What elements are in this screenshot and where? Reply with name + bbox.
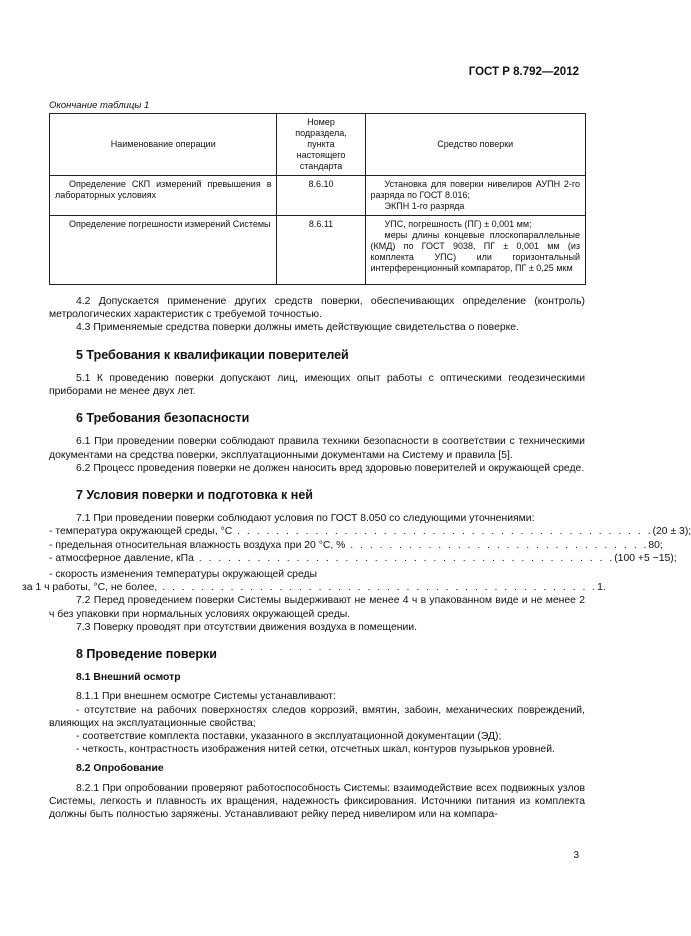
paragraph: 7.1 При проведении поверки соблюдают условия по ГОСТ 8.050 со следующими уточнениями:: [76, 513, 535, 525]
paragraph: 7.2 Перед проведением поверки Системы выдерживают не менее 4 ч в упакованном виде и не менее 2 ч без упаковки при нормальных условиях окружающей среды.: [49, 595, 585, 620]
document-body: [22, 295, 691, 821]
table-header-cell: Средство поверки: [365, 114, 585, 176]
table-cell-operation: Определение СКП измерений превышения в лабораторных условиях: [50, 176, 277, 216]
subsection-heading: 8.1 Внешний осмотр: [76, 672, 181, 684]
paragraph: 6.1 При проведении поверки соблюдают правила техники безопасности в соответствии с техническими документами на средства поверки, эксплуатационными документами на Систему и правила [5].: [49, 436, 585, 461]
table-row: [50, 216, 586, 285]
standard-header: ГОСТ Р 8.792—2012: [468, 66, 579, 78]
condition-row: - атмосферное давление, кПа . . . . . . . . . . . . . . . . . . . . . . . . . . . . . . . . . . . . . . . . . . . (100 +5 −15);: [49, 552, 677, 564]
paragraph: 6.2 Процесс проведения поверки не должен наносить вред здоровью поверителей и окружающей среде.: [76, 462, 585, 474]
paragraph: 4.3 Применяемые средства поверки должны иметь действующие свидетельства о поверке.: [76, 322, 519, 334]
page-number: 3: [573, 850, 579, 861]
table-header-cell: Номер подраздела, пункта настоящего стандарта: [277, 114, 365, 176]
tool-line: УПС, погрешность (ПГ) ± 0,001 мм;: [384, 219, 532, 229]
paragraph: 5.1 К проведению поверки допускают лиц, имеющих опыт работы с оптическими геодезическими приборами не менее двух лет.: [49, 372, 585, 398]
paragraph: 4.2 Допускается применение других средств поверки, обеспечивающих определение (контроль) метрологических характеристик с требуемой точностью.: [49, 296, 585, 321]
tool-line: Установка для поверки нивелиров АУПН 2-го разряда по ГОСТ 8.016;: [370, 179, 580, 200]
paragraph: 8.1.1 При внешнем осмотре Системы устанавливают:: [76, 691, 336, 703]
section-heading: 7 Условия поверки и подготовка к ней: [76, 488, 313, 503]
table-cell-operation: Определение погрешности измерений Системы: [50, 216, 277, 285]
verification-table: [49, 113, 586, 285]
table-cell-number: 8.6.10: [277, 176, 365, 216]
paragraph: 7.3 Поверку проводят при отсутствии движения воздуха в помещении.: [76, 621, 418, 633]
section-heading: 8 Проведение поверки: [76, 647, 217, 662]
table-cell-tool: [365, 176, 585, 216]
table-header-row: [50, 114, 586, 176]
list-item: - четкость, контрастность изображения нитей сетки, отсчетных шкал, контуров пузырьков уровней.: [76, 744, 555, 756]
tool-line: ЭКПН 1-го разряда: [384, 201, 465, 211]
paragraph: 8.2.1 При опробовании проверяют работоспособность Системы: взаимодействие всех подвижных узлов Системы, легкость и плавность их вращения, надежность фиксирования. Источники питания из комплекта должны быть полностью заряжены. Устанавливают рейку перед нивелиром или на компара-: [49, 782, 585, 821]
list-item: - отсутствие на рабочих поверхностях следов коррозий, вмятин, забоин, механических повреждений, влияющих на эксплуатационные свойства;: [49, 704, 585, 729]
list-item: - соответствие комплекта поставки, указанного в эксплуатационной документации (ЭД);: [76, 731, 502, 743]
table-cell-tool: [365, 216, 585, 285]
table-cell-number: 8.6.11: [277, 216, 365, 285]
tool-line: меры длины концевые плоскопараллельные (КМД) по ГОСТ 9038, ПГ ± 0,001 мм (из комплекта УПС) или горизонтальный интерференционный компаратор, ПГ ± 0,25 мкм: [370, 230, 580, 273]
table-row: [50, 176, 586, 216]
condition-row: - предельная относительная влажность воздуха при 20 °С, % . . . . . . . . . . . . . . . . . . . . . . . . . . . . . . . 80;: [49, 539, 663, 551]
condition-row: за 1 ч работы, °С, не более, . . . . . . . . . . . . . . . . . . . . . . . . . . . . . . . . . . . . . . . . . . . . . 1.: [22, 582, 606, 594]
subsection-heading: 8.2 Опробование: [76, 763, 164, 775]
condition-row: - температура окружающей среды, °С . . . . . . . . . . . . . . . . . . . . . . . . . . . . . . . . . . . . . . . . . . . (20 ± 3);: [49, 526, 691, 538]
section-heading: 5 Требования к квалификации поверителей: [76, 347, 349, 362]
section-heading: 6 Требования безопасности: [76, 411, 250, 426]
table-header-cell: Наименование операции: [50, 114, 277, 176]
table-caption: Окончание таблицы 1: [49, 100, 150, 111]
condition-line: - скорость изменения температуры окружающей среды: [49, 569, 318, 581]
